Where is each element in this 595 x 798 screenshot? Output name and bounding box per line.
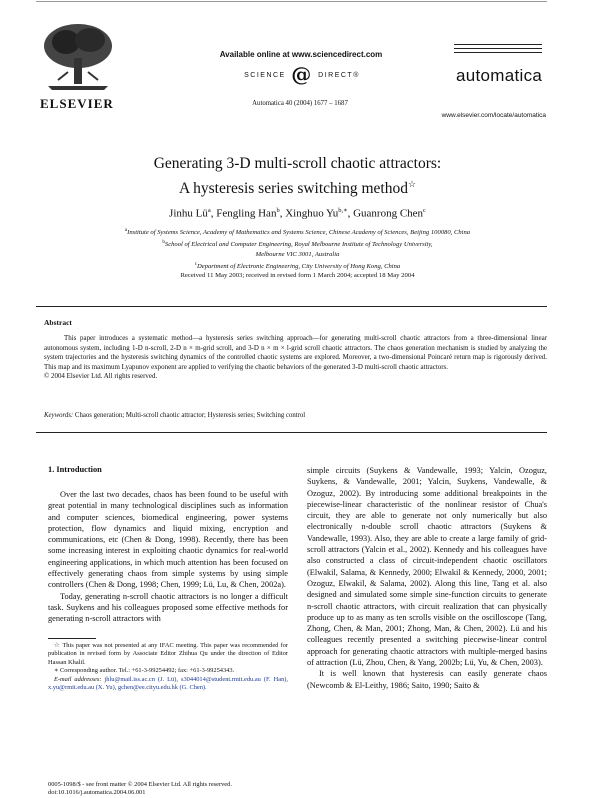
footnote-editorial: ☆ This paper was not presented at any IFAC meeting. This paper was recommended for publication in revised form by Associate Editor Zhihua Qu under the direction of Editor Hassan Khalil. xyxy=(48,642,288,666)
author-affiliation-mark: c xyxy=(423,207,426,214)
title-line-1: Generating 3-D multi-scroll chaotic attractors: xyxy=(153,155,442,172)
affiliation-mark: c xyxy=(194,261,197,267)
body-paragraph: It is well known that hysteresis can easily generate chaos (Newcomb & El-Leithy, 1986; Saito, 1990; Saito & xyxy=(307,669,547,690)
keywords-list: Chaos generation; Multi-scroll chaotic attractor; Hysteresis series; Switching control xyxy=(74,412,306,419)
author-name: Jinhu Lü xyxy=(169,207,208,220)
body-paragraph: Today, generating n-scroll chaotic attractors is no longer a difficult task. Suykens and his colleagues proposed some effective methods for generating n-scroll attractors with xyxy=(48,591,288,624)
doi-line[interactable]: doi:10.1016/j.automatica.2004.06.001 xyxy=(48,789,146,797)
affiliation-text: Melbourne VIC 3001, Australia xyxy=(255,250,340,258)
title-footnote-mark[interactable]: ☆ xyxy=(407,179,417,189)
affiliation-mark: b xyxy=(162,239,165,245)
affiliation-mark: a xyxy=(124,228,128,233)
available-online-text: Available online at www.sciencedirect.com xyxy=(219,50,383,59)
sd-left-text: SCIENCE xyxy=(244,72,286,79)
title-line-2: A hysteresis series switching method xyxy=(178,180,408,198)
paper-title xyxy=(60,154,535,199)
affiliation-text: School of Electrical and Computer Engineering, Royal Melbourne Institute of Technology University, xyxy=(164,241,433,249)
author-list: Jinhu $Lü^a$, Fengling Han$^b$, Xinghuo $Yu^{b,∗}$, Guanrong Chen$^c$ xyxy=(169,207,426,220)
affiliation-text: Institute of Systems Science, Academy of Mathematics and Systems Science, Chinese Academy of Sciences, Beijing 100080, China xyxy=(127,229,471,237)
footnote-rule xyxy=(48,638,96,639)
footnote-corresponding: ∗ Corresponding author. Tel.: +61-3-99254492; fax: +61-3-99254343. xyxy=(54,667,235,675)
author-affiliation-mark: b,∗ xyxy=(338,207,348,214)
email-addresses[interactable]: jhlu@mail.iss.ac.cn (J. Lü), s3044014@student.rmit.edu.au (F. Han), x.yu@rmit.edu.au (X. Yu), gchen@ee.cityu.edu.hk (G. Chen). xyxy=(48,675,288,692)
copyright-footer xyxy=(48,781,318,798)
elsevier-tree-logo xyxy=(38,20,118,92)
sd-mark: ® xyxy=(353,72,360,79)
sd-right-text: DIRECT xyxy=(318,72,354,79)
abstract-bottom-rule xyxy=(36,432,547,433)
author-name: Fengling Han xyxy=(216,207,277,220)
journal-url[interactable]: www.elsevier.com/locate/automatica xyxy=(441,112,546,119)
right-column xyxy=(307,465,547,691)
keywords-label: Keywords: xyxy=(44,412,74,419)
journal-name: automatica xyxy=(456,66,543,85)
affiliation-text: Department of Electronic Engineering, City University of Hong Kong, China xyxy=(197,262,401,270)
sd-at-icon: @ xyxy=(291,62,313,86)
abstract-top-rule xyxy=(36,306,547,307)
abstract-copyright: © 2004 Elsevier Ltd. All rights reserved. xyxy=(44,372,158,381)
article-history: Received 11 May 2003; received in revised form 1 March 2004; accepted 18 May 2004 xyxy=(180,272,415,279)
body-paragraph: simple circuits (Suykens & Vandewalle, 1993; Yalcin, Ozoguz, Suykens, & Vandewalle, 2001; Yalcin, Suykens, Vandewalle, & Ozoguz, 2002). By introducing some additional breakpoints in the piecewise-linear characteristic of the nonlinear resistor of Chua's circuit, they are able to generate not only numerically but also electronically n-double scroll chaotic attractors (Suykens & Vandewalle, 1993). Also, they are able to create a large family of grid-scroll attractors (Yalcin et al., 2002). Kennedy and his colleagues have also constructed a class of circuit-independent chaotic oscillators (Elwakil, Salama, & Kennedy, 2000; Elwakil & Kennedy, 2000, 2001; Ozoguz, Elwakil, & Salama, 2002). Along this line, Tang et al. also designed and simulated some simple sine-function circuits to generate n-scroll chaotic attractors, with circuit realization that can physically produce up to as many as ten scrolls visible on the oscilloscope (Tang, Zhong, Chen, & Man, 2001; Zhong, Man, & Chen, 2002). Lü and his colleagues recently presented a switching piecewise-linear control approach for generating chaotic attractors with multiple-merged basins of attraction (Lü, Zhou, Chen, & Yang, 2002b; Lü, Yu, & Chen, 2003). xyxy=(307,466,547,668)
publisher-name: ELSEVIER xyxy=(40,96,114,111)
section-heading: 1. Introduction xyxy=(48,465,102,474)
footnote-emails xyxy=(48,676,288,693)
author-name: Guanrong Chen xyxy=(353,207,424,220)
body-paragraph: Over the last two decades, chaos has been found to be useful with great potential in many technological disciplines such as information and computer sciences, biomedical engineering, power systems protection, flow dynamics and liquid mixing, encryption and communications, etc (Chen & Dong, 1998). Recently, there has been some increasing interest in exploiting chaotic dynamics for real-world engineering applications, in which much attention has been focused on effectively generating chaos from simple systems by using simple controllers (Chen & Dong, 1998; Chen, 1999; Lü, Lu, & Chen, 2002a). xyxy=(48,490,288,590)
front-matter-line: 0005-1098/$ - see front matter © 2004 Elsevier Ltd. All rights reserved. xyxy=(48,781,232,788)
affiliations xyxy=(60,226,535,272)
sciencedirect-logo xyxy=(212,62,392,84)
journal-citation: Automatica 40 (2004) 1677 – 1687 xyxy=(252,100,348,107)
author-name: Xinghuo Yu xyxy=(285,207,339,220)
author-affiliation-mark: b xyxy=(276,207,280,214)
header-top-rule xyxy=(36,1,547,2)
abstract-text: This paper introduces a systematic method—a hysteresis series switching approach—for generating multi-scroll chaotic attractors from a three-dimensional linear autonomous system, including 1-D n-scroll, 2-D n × m-grid scroll, and 3-D n × m × l-grid scroll chaotic attractors. The chaos generation mechanism is studied by analyzing the system trajectories and the hysteresis switching dynamics of the controlled chaotic systems are explored. Moreover, a two-dimensional Poincaré return map is rigorously derived. This map and its maximum Lyapunov exponent are applied to verifying the chaotic behaviors of the generated 3-D multi-scroll chaotic attractors. xyxy=(44,334,547,371)
abstract-body xyxy=(44,334,547,382)
email-label: E-mail addresses: xyxy=(54,675,102,683)
keywords xyxy=(44,412,547,419)
abstract-heading: Abstract xyxy=(44,318,72,327)
author-affiliation-mark: a xyxy=(207,207,211,214)
left-column xyxy=(48,489,288,625)
footnotes xyxy=(48,642,288,692)
